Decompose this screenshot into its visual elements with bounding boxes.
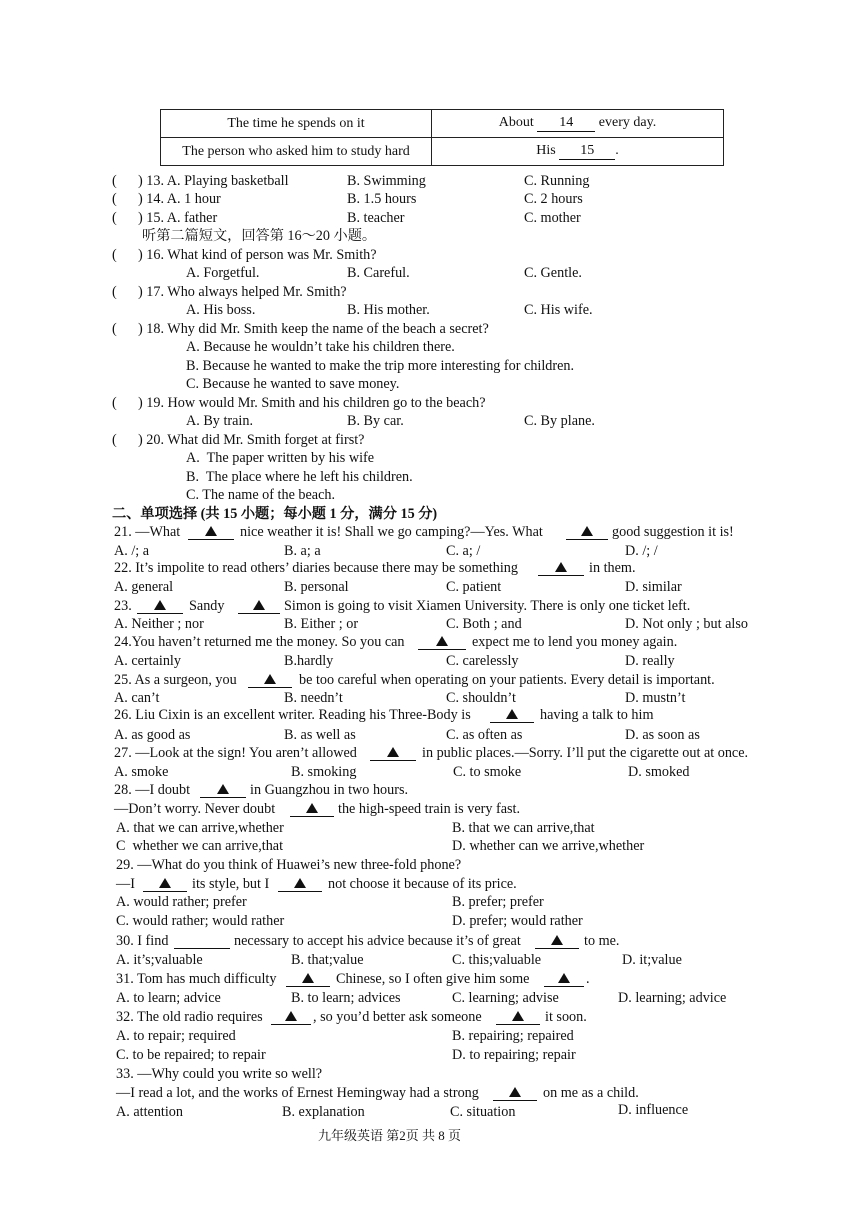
question-text: on me as a child. xyxy=(543,1085,639,1101)
question-text: C. learning; advise xyxy=(452,990,559,1006)
question-text: B. Either ; or xyxy=(284,616,359,632)
question-text: D. it;value xyxy=(622,952,682,968)
triangle-icon xyxy=(154,600,166,610)
triangle-icon xyxy=(558,973,570,983)
question-text: . xyxy=(586,971,590,987)
question-text: B. a; a xyxy=(284,543,321,559)
question-text: C. situation xyxy=(450,1104,516,1120)
question-text: D. smoked xyxy=(628,764,690,780)
question-text: 21. —What xyxy=(114,524,181,540)
question-text: 29. —What do you think of Huawei’s new three-fold phone? xyxy=(116,857,462,873)
question-text: C. The name of the beach. xyxy=(186,487,336,503)
question-text: C whether we can arrive,that xyxy=(116,838,284,854)
question-text: C. to be repaired; to repair xyxy=(116,1047,266,1063)
triangle-icon xyxy=(253,600,265,610)
question-text: C. mother xyxy=(524,210,581,226)
question-text: A. Because he wouldn’t take his children there. xyxy=(186,339,455,355)
question-text: 33. —Why could you write so well? xyxy=(116,1066,323,1082)
question-text: B. Swimming xyxy=(347,173,426,189)
question-text: C. Because he wanted to save money. xyxy=(186,376,400,392)
question-text: Simon is going to visit Xiamen University. There is only one ticket left. xyxy=(284,598,691,614)
table-cell: The time he spends on it xyxy=(161,110,432,138)
question-text: B. explanation xyxy=(282,1104,365,1120)
question-text: —I xyxy=(116,876,135,892)
cell-text: . xyxy=(615,143,619,158)
question-text: in them. xyxy=(589,560,636,576)
question-text: D. to repairing; repair xyxy=(452,1047,576,1063)
question-text: B. By car. xyxy=(347,413,404,429)
triangle-icon xyxy=(306,803,318,813)
question-text: A. as good as xyxy=(114,727,191,743)
answer-blank[interactable]: 15 xyxy=(559,143,615,160)
question-text: 27. —Look at the sign! You aren’t allowed xyxy=(114,745,357,761)
table-cell xyxy=(432,110,724,138)
question-text: A. attention xyxy=(116,1104,183,1120)
question-text: C. 2 hours xyxy=(524,191,583,207)
question-text: it soon. xyxy=(545,1009,587,1025)
triangle-icon xyxy=(302,973,314,983)
question-text: D. really xyxy=(625,653,675,669)
info-table xyxy=(160,109,724,166)
table-row xyxy=(161,110,724,138)
question-text: A. to repair; required xyxy=(116,1028,236,1044)
answer-blank[interactable] xyxy=(493,1084,537,1101)
question-text: C. as often as xyxy=(446,727,523,743)
answer-blank[interactable] xyxy=(188,523,234,540)
answer-blank[interactable] xyxy=(490,706,534,723)
question-text: C. a; / xyxy=(446,543,481,559)
question-text: C. Running xyxy=(524,173,590,189)
question-text: in public places.—Sorry. I’ll put the cigarette out at once. xyxy=(422,745,749,761)
question-text: B. repairing; repaired xyxy=(452,1028,574,1044)
question-text: A. to learn; advice xyxy=(116,990,221,1006)
question-text: A. would rather; prefer xyxy=(116,894,247,910)
cell-text: His xyxy=(536,143,556,158)
question-text: its style, but I xyxy=(192,876,270,892)
answer-blank[interactable] xyxy=(535,932,579,949)
question-text: ( ) 19. How would Mr. Smith and his children go to the beach? xyxy=(112,395,486,411)
question-text: B. 1.5 hours xyxy=(347,191,417,207)
question-text: A. Neither ; nor xyxy=(114,616,204,632)
cell-text: every day. xyxy=(598,115,657,130)
triangle-icon xyxy=(509,1087,521,1097)
triangle-icon xyxy=(436,636,448,646)
answer-blank[interactable] xyxy=(538,559,584,576)
question-text: D. Not only ; but also xyxy=(625,616,748,632)
question-text: ( ) 15. A. father xyxy=(112,210,218,226)
question-text: B. smoking xyxy=(291,764,357,780)
question-text: C. would rather; would rather xyxy=(116,913,285,929)
answer-blank[interactable] xyxy=(418,633,466,650)
page-footer: 九年级英语 第2页 共 8 页 xyxy=(318,1128,462,1143)
question-text: 25. As a surgeon, you xyxy=(114,672,237,688)
question-text: ( ) 17. Who always helped Mr. Smith? xyxy=(112,284,347,300)
answer-blank[interactable] xyxy=(238,597,280,614)
question-text: C. to smoke xyxy=(453,764,522,780)
question-text: 二、单项选择 (共 15 小题；每小题 1 分，满分 15 分) xyxy=(112,506,438,522)
question-text: —I read a lot, and the works of Ernest Hemingway had a strong xyxy=(116,1085,479,1101)
question-text: C. Both ; and xyxy=(446,616,522,632)
answer-blank[interactable] xyxy=(174,932,230,949)
question-text: B. that we can arrive,that xyxy=(452,820,595,836)
answer-blank[interactable] xyxy=(496,1008,540,1025)
table-cell: The person who asked him to study hard xyxy=(161,138,432,166)
question-text: C. this;valuable xyxy=(452,952,542,968)
question-text: —Don’t worry. Never doubt xyxy=(114,801,276,817)
question-text: D. prefer; would rather xyxy=(452,913,583,929)
answer-blank[interactable] xyxy=(286,970,330,987)
question-text: to me. xyxy=(584,933,620,949)
triangle-icon xyxy=(555,562,567,572)
question-text: B.hardly xyxy=(284,653,334,669)
question-text: D. learning; advice xyxy=(618,990,727,1006)
cell-text: About xyxy=(498,115,534,130)
triangle-icon xyxy=(512,1011,524,1021)
table-row xyxy=(161,138,724,166)
question-text: B. Careful. xyxy=(347,265,410,281)
question-text: ( ) 18. Why did Mr. Smith keep the name of the beach a secret? xyxy=(112,321,489,337)
question-text: A. /; a xyxy=(114,543,150,559)
question-text: expect me to lend you money again. xyxy=(472,634,678,650)
question-text: B. as well as xyxy=(284,727,356,743)
question-text: Chinese, so I often give him some xyxy=(336,971,530,987)
answer-blank[interactable]: 14 xyxy=(537,115,595,132)
question-text: D. as soon as xyxy=(625,727,700,743)
question-text: C. patient xyxy=(446,579,502,595)
question-text: 31. Tom has much difficulty xyxy=(116,971,277,987)
question-text: B. His mother. xyxy=(347,302,430,318)
question-text: D. mustn’t xyxy=(625,690,686,706)
answer-blank[interactable] xyxy=(370,744,416,761)
answer-blank[interactable] xyxy=(566,523,608,540)
question-text: A. By train. xyxy=(186,413,253,429)
question-text: , so you’d better ask someone xyxy=(313,1009,482,1025)
question-text: having a talk to him xyxy=(540,707,654,723)
answer-blank[interactable] xyxy=(137,597,183,614)
question-text: A. His boss. xyxy=(186,302,256,318)
question-text: not choose it because of its price. xyxy=(328,876,517,892)
question-text: D. whether can we arrive,whether xyxy=(452,838,645,854)
question-text: 26. Liu Cixin is an excellent writer. Reading his Three-Body is xyxy=(114,707,471,723)
triangle-icon xyxy=(506,709,518,719)
question-text: C. shouldn’t xyxy=(446,690,516,706)
question-text: C. Gentle. xyxy=(524,265,582,281)
question-text: B. personal xyxy=(284,579,349,595)
question-text: B. Because he wanted to make the trip more interesting for children. xyxy=(186,358,575,374)
question-text: A. that we can arrive,whether xyxy=(116,820,284,836)
question-text: A. certainly xyxy=(114,653,181,669)
question-text: 听第二篇短文，回答第 16～20 小题。 xyxy=(142,228,377,244)
triangle-icon xyxy=(387,747,399,757)
question-text: 22. It’s impolite to read others’ diaries because there may be something xyxy=(114,560,518,576)
triangle-icon xyxy=(205,526,217,536)
question-text: ( ) 20. What did Mr. Smith forget at first? xyxy=(112,432,365,448)
answer-blank[interactable] xyxy=(143,875,187,892)
question-text: Sandy xyxy=(189,598,225,614)
question-text: 32. The old radio requires xyxy=(116,1009,263,1025)
question-text: A. smoke xyxy=(114,764,169,780)
question-text: B. The place where he left his children. xyxy=(186,469,413,485)
question-text: 23. xyxy=(114,598,132,614)
question-text: D. /; / xyxy=(625,543,658,559)
question-text: necessary to accept his advice because it’s of great xyxy=(234,933,521,949)
question-text: A. it’s;valuable xyxy=(116,952,203,968)
question-text: the high-speed train is very fast. xyxy=(338,801,521,817)
question-text: good suggestion it is! xyxy=(612,524,734,540)
triangle-icon xyxy=(551,935,563,945)
question-text: 28. —I doubt xyxy=(114,782,191,798)
triangle-icon xyxy=(294,878,306,888)
question-text: A. general xyxy=(114,579,174,595)
triangle-icon xyxy=(581,526,593,536)
question-text: ( ) 13. A. Playing basketball xyxy=(112,173,289,189)
question-text: C. carelessly xyxy=(446,653,519,669)
question-text: A. Forgetful. xyxy=(186,265,260,281)
answer-blank[interactable] xyxy=(290,800,334,817)
question-text: A. can’t xyxy=(114,690,160,706)
answer-blank[interactable] xyxy=(271,1008,311,1025)
answer-blank[interactable] xyxy=(544,970,584,987)
question-text: 24.You haven’t returned me the money. So you can xyxy=(114,634,405,650)
question-text: D. influence xyxy=(618,1102,689,1118)
triangle-icon xyxy=(285,1011,297,1021)
question-text: be too careful when operating on your patients. Every detail is important. xyxy=(299,672,715,688)
answer-blank[interactable] xyxy=(278,875,322,892)
table-cell xyxy=(432,138,724,166)
question-text: nice weather it is! Shall we go camping?—Yes. What xyxy=(240,524,543,540)
triangle-icon xyxy=(217,784,229,794)
question-text: in Guangzhou in two hours. xyxy=(250,782,409,798)
question-text: C. His wife. xyxy=(524,302,593,318)
question-text: C. By plane. xyxy=(524,413,595,429)
question-text: A. The paper written by his wife xyxy=(186,450,375,466)
question-text: B. prefer; prefer xyxy=(452,894,544,910)
question-text: 30. I find xyxy=(116,933,169,949)
triangle-icon xyxy=(264,674,276,684)
question-text: D. similar xyxy=(625,579,682,595)
answer-blank[interactable] xyxy=(200,781,246,798)
question-text: B. teacher xyxy=(347,210,405,226)
question-text: ( ) 16. What kind of person was Mr. Smith? xyxy=(112,247,377,263)
question-text: B. needn’t xyxy=(284,690,343,706)
question-text: ( ) 14. A. 1 hour xyxy=(112,191,221,207)
question-text: B. to learn; advices xyxy=(291,990,401,1006)
question-text: B. that;value xyxy=(291,952,364,968)
answer-blank[interactable] xyxy=(248,671,292,688)
triangle-icon xyxy=(159,878,171,888)
